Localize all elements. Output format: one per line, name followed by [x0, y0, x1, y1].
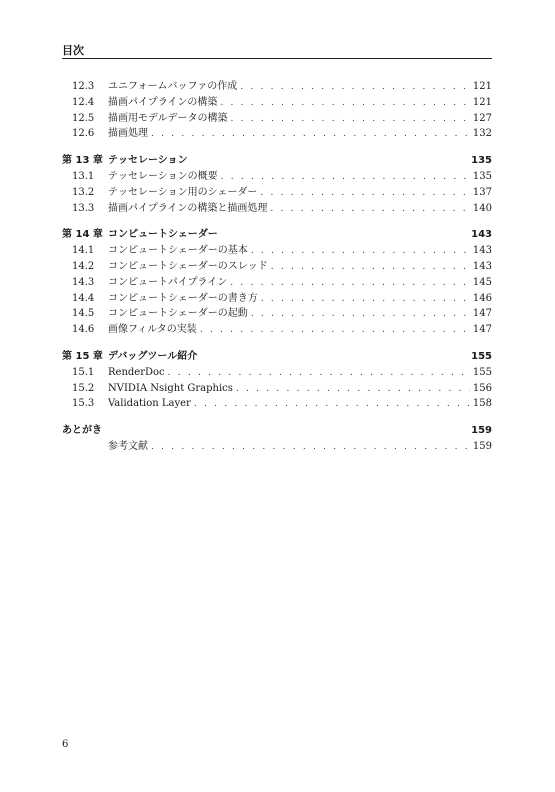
chapter-page-number: 135 [471, 155, 492, 167]
section-gap [62, 142, 492, 153]
dot-leader [231, 112, 470, 128]
dot-leader [240, 80, 470, 96]
dot-leader [271, 260, 470, 276]
chapter-number: 第 13 章 [62, 155, 103, 167]
entry-page-number: 127 [472, 112, 492, 124]
entry-number: 14.5 [72, 308, 95, 320]
entry-number: 14.1 [72, 245, 95, 257]
dot-leader [151, 127, 470, 143]
entry-page-number: 137 [472, 186, 492, 198]
entry-title: 描画パイプラインの構築 [108, 96, 218, 108]
entry-page-number: 155 [472, 366, 492, 378]
chapter-page-number: 155 [471, 350, 492, 362]
dot-leader [220, 96, 470, 112]
entry-page-number: 143 [472, 245, 492, 257]
entry-title: コンピュートパイプライン [108, 276, 228, 288]
entry-number: 13.2 [72, 186, 95, 198]
entry-number: 15.2 [72, 382, 95, 394]
dot-leader [151, 440, 470, 456]
entry-title: ユニフォームバッファの作成 [108, 81, 238, 92]
entry-page-number: 156 [472, 382, 492, 394]
chapter-page-number: 159 [471, 425, 492, 437]
dot-leader [260, 186, 470, 202]
toc-section [62, 79, 492, 142]
section-gap [62, 216, 492, 227]
chapter-title: コンピュートシェーダー [108, 229, 218, 241]
entry-number: 14.3 [72, 276, 95, 288]
dot-leader [200, 323, 470, 339]
running-header: 目次 [62, 44, 84, 57]
toc-entry-row[interactable] [62, 169, 492, 185]
toc-entry-row[interactable] [62, 439, 492, 455]
entry-title: 画像フィルタの実装 [108, 324, 197, 336]
dot-leader [270, 202, 470, 218]
dot-leader [236, 382, 470, 398]
toc-section [62, 227, 492, 338]
toc-entry-row[interactable] [62, 111, 492, 127]
section-gap [62, 338, 492, 349]
entry-title: 描画処理 [108, 128, 148, 140]
entry-number: 12.3 [72, 81, 95, 92]
toc-section [62, 349, 492, 412]
entry-number: 12.5 [72, 112, 95, 124]
toc-section [62, 153, 492, 216]
entry-title: テッセレーション用のシェーダー [108, 186, 258, 198]
dot-leader [251, 244, 470, 260]
entry-title: 参考文献 [108, 440, 148, 452]
chapter-number: 第 14 章 [62, 229, 103, 241]
toc-entry-row[interactable] [62, 396, 492, 412]
dot-leader [251, 307, 470, 323]
entry-number: 14.2 [72, 260, 95, 272]
toc-entry-row[interactable] [62, 365, 492, 381]
toc-entry-row[interactable] [62, 243, 492, 259]
entry-title: コンピュートシェーダーの基本 [108, 245, 248, 257]
chapter-title: テッセレーション [108, 155, 188, 167]
toc-entry-row[interactable] [62, 79, 492, 95]
toc-entry-row[interactable] [62, 306, 492, 322]
entry-page-number: 135 [472, 170, 492, 182]
chapter-page-number: 143 [471, 229, 492, 241]
dot-leader [168, 366, 470, 382]
entry-page-number: 147 [472, 308, 492, 320]
entry-page-number: 146 [472, 292, 492, 304]
toc-entry-row[interactable] [62, 259, 492, 275]
toc-chapter-row[interactable] [62, 349, 492, 365]
entry-page-number: 121 [472, 81, 492, 92]
entry-page-number: 140 [472, 202, 492, 214]
dot-leader [230, 276, 470, 292]
entry-page-number: 147 [472, 324, 492, 336]
entry-page-number: 132 [472, 128, 492, 140]
toc-section [62, 423, 492, 455]
section-gap [62, 412, 492, 423]
dot-leader [194, 397, 470, 413]
entry-number: 12.4 [72, 96, 95, 108]
entry-title: テッセレーションの概要 [108, 170, 218, 182]
toc-entry-row[interactable] [62, 201, 492, 217]
entry-page-number: 121 [472, 96, 492, 108]
header-rule [62, 58, 492, 59]
entry-number: 14.6 [72, 324, 95, 336]
chapter-title: あとがき [62, 425, 102, 437]
toc-entry-row[interactable] [62, 185, 492, 201]
toc-entry-row[interactable] [62, 126, 492, 142]
entry-title: 描画用モデルデータの構築 [108, 112, 228, 124]
toc-chapter-row[interactable] [62, 423, 492, 439]
table-of-contents [62, 79, 492, 455]
entry-number: 15.1 [72, 366, 95, 378]
entry-title: 描画パイプラインの構築と描画処理 [108, 202, 268, 214]
entry-number: 14.4 [72, 292, 95, 304]
entry-page-number: 159 [472, 440, 492, 452]
dot-leader [261, 292, 470, 308]
entry-number: 13.1 [72, 170, 95, 182]
toc-entry-row[interactable] [62, 275, 492, 291]
chapter-number: 第 15 章 [62, 350, 103, 362]
entry-title: コンピュートシェーダーのスレッド [108, 260, 268, 272]
entry-title: コンピュートシェーダーの書き方 [108, 292, 258, 304]
entry-page-number: 158 [472, 398, 492, 410]
entry-page-number: 143 [472, 260, 492, 272]
toc-entry-row[interactable] [62, 291, 492, 307]
entry-title: Validation Layer [108, 398, 191, 410]
toc-entry-row[interactable] [62, 381, 492, 397]
entry-number: 12.6 [72, 128, 95, 140]
toc-chapter-row[interactable] [62, 227, 492, 243]
dot-leader [221, 170, 470, 186]
page-number: 6 [62, 739, 69, 750]
entry-title: コンピュートシェーダーの起動 [108, 308, 248, 320]
entry-page-number: 145 [472, 276, 492, 288]
entry-title: NVIDIA Nsight Graphics [108, 382, 233, 394]
toc-entry-row[interactable] [62, 322, 492, 338]
entry-number: 13.3 [72, 202, 95, 214]
toc-chapter-row[interactable] [62, 153, 492, 169]
entry-title: RenderDoc [108, 366, 165, 378]
entry-number: 15.3 [72, 398, 95, 410]
toc-entry-row[interactable] [62, 95, 492, 111]
chapter-title: デバッグツール紹介 [108, 350, 198, 362]
